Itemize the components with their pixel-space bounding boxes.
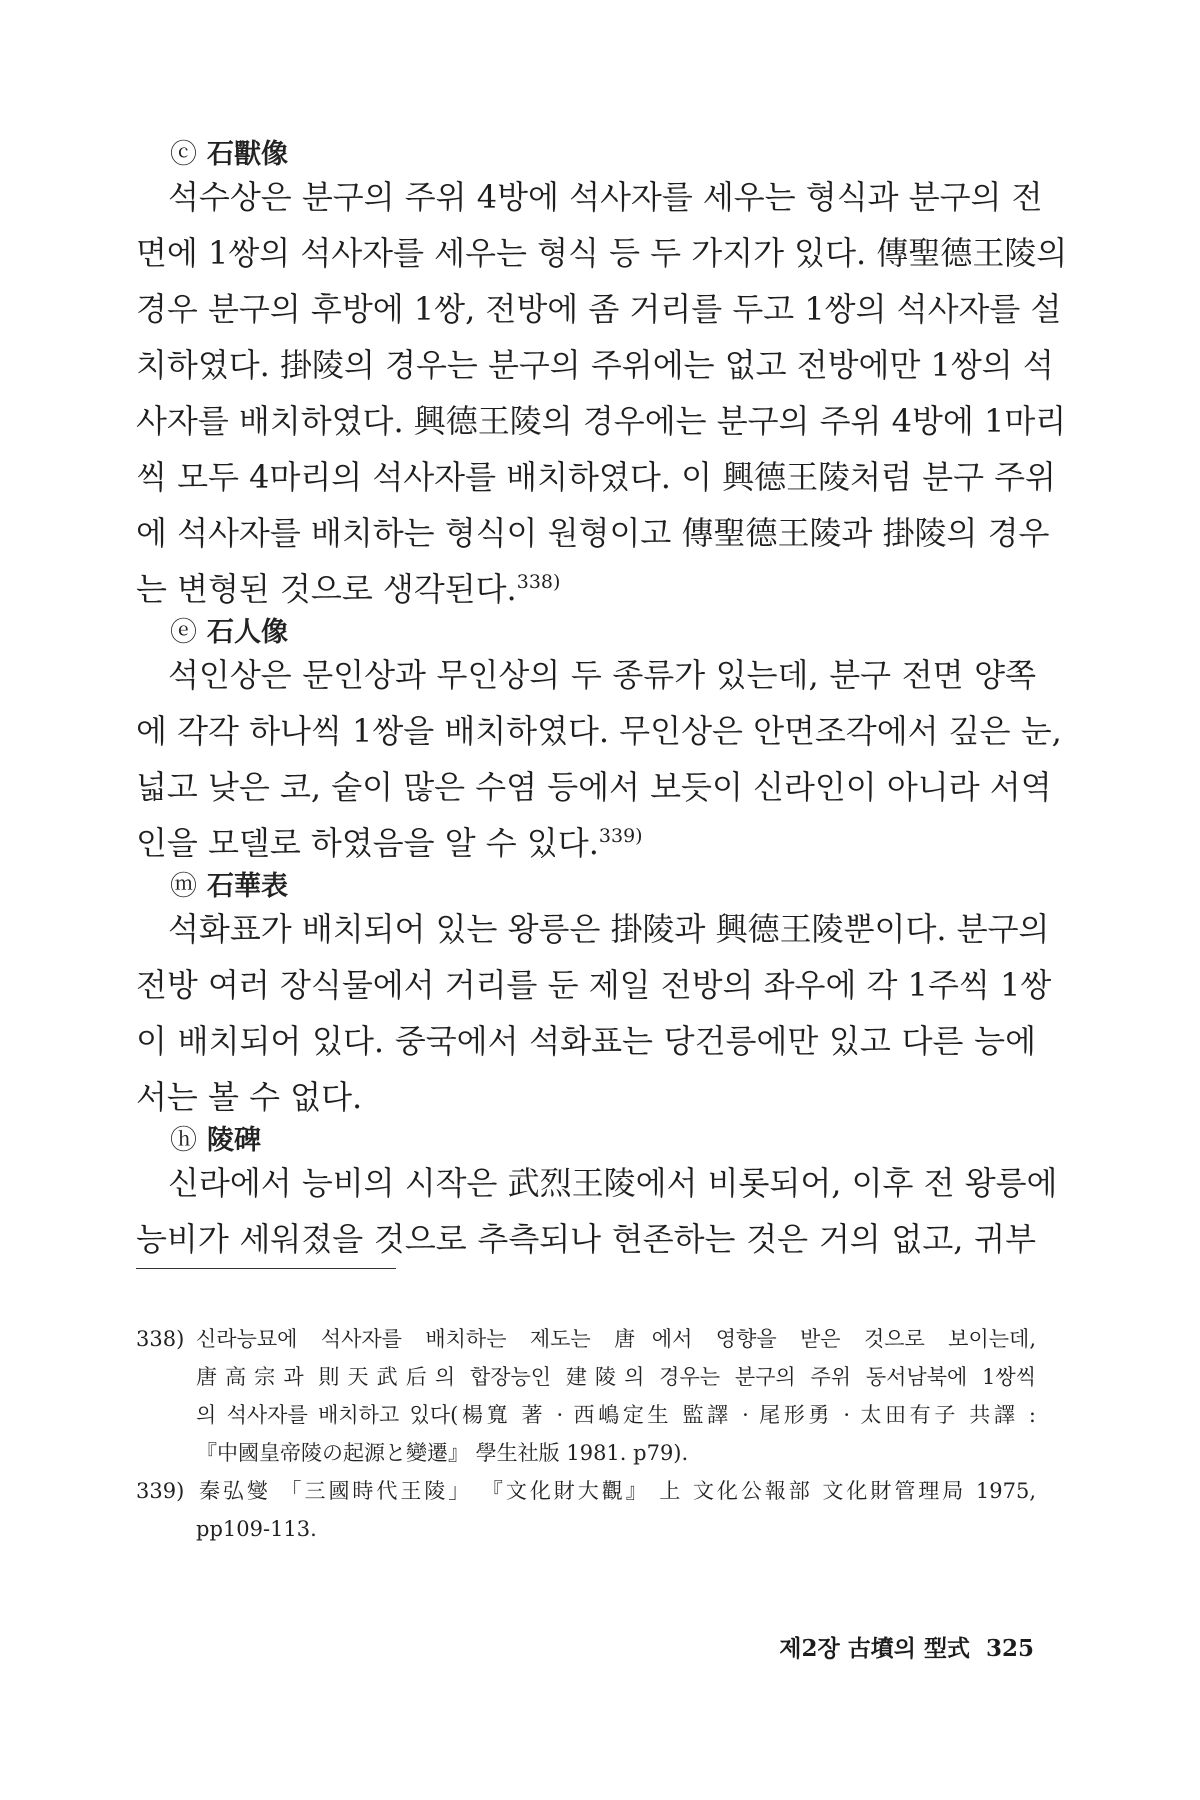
body-line: 에 각각 하나씩 1쌍을 배치하였다. 무인상은 안면조각에서 깊은 눈, bbox=[136, 712, 1062, 750]
body-line: 치하였다. 掛陵의 경우는 분구의 주위에는 없고 전방에만 1쌍의 석 bbox=[136, 346, 1054, 384]
body-line: 석화표가 배치되어 있는 왕릉은 掛陵과 興德王陵뿐이다. 분구의 bbox=[168, 910, 1050, 948]
footnote-line: 의 석사자를 배치하고 있다(楊寬 著 · 西嶋定生 監譯 · 尾形勇 · 太田有子 共譯 : bbox=[196, 1403, 1036, 1427]
body-line: 면에 1쌍의 석사자를 세우는 형식 등 두 가지가 있다. 傳聖德王陵의 bbox=[136, 234, 1068, 272]
chapter-title: 제2장 古墳의 型式 bbox=[779, 1635, 970, 1662]
body-line: 석수상은 분구의 주위 4방에 석사자를 세우는 형식과 분구의 전 bbox=[168, 178, 1043, 216]
body-line: 경우 분구의 후방에 1쌍, 전방에 좀 거리를 두고 1쌍의 석사자를 설 bbox=[136, 290, 1062, 328]
body-line: 이 배치되어 있다. 중국에서 석화표는 당건릉에만 있고 다른 능에 bbox=[136, 1022, 1036, 1060]
section-heading bbox=[170, 610, 288, 649]
body-line: 넓고 낮은 코, 숱이 많은 수염 등에서 보듯이 신라인이 아니라 서역 bbox=[136, 768, 1052, 806]
footnote-text: 秦弘燮 「三國時代王陵」 『文化財大觀』 上 文化公報部 文化財管理局 1975, bbox=[196, 1479, 1036, 1503]
section-heading bbox=[170, 132, 288, 171]
footnote-number: 338) bbox=[136, 1327, 185, 1351]
body-line: 에 석사자를 배치하는 형식이 원형이고 傳聖德王陵과 掛陵의 경우 bbox=[136, 514, 1050, 552]
body-line: 서는 볼 수 없다. bbox=[136, 1078, 363, 1116]
page-footer bbox=[779, 1630, 1034, 1663]
section-marker: ⓗ bbox=[170, 1125, 197, 1156]
section-title: 石獸像 bbox=[207, 139, 288, 170]
section-marker: ⓒ bbox=[170, 139, 197, 170]
body-line: 석인상은 문인상과 무인상의 두 종류가 있는데, 분구 전면 양쪽 bbox=[168, 656, 1036, 694]
body-line: 사자를 배치하였다. 興德王陵의 경우에는 분구의 주위 4방에 1마리 bbox=[136, 402, 1067, 440]
section-title: 石人像 bbox=[207, 617, 288, 648]
footnote-339 bbox=[136, 1476, 1036, 1506]
footnote-divider bbox=[136, 1268, 396, 1269]
footnote-ref-338[interactable]: 338) bbox=[516, 571, 561, 593]
section-title: 陵碑 bbox=[207, 1125, 261, 1156]
footnote-text: 신라능묘에 석사자를 배치하는 제도는 唐에서 영향을 받은 것으로 보이는데, bbox=[196, 1327, 1036, 1351]
body-line-text: 는 변형된 것으로 생각된다. bbox=[136, 570, 517, 608]
footnote-number: 339) bbox=[136, 1479, 185, 1503]
footnote-line: 『中國皇帝陵の起源と變遷』 學生社版 1981. p79). bbox=[196, 1441, 689, 1465]
body-line-last bbox=[136, 823, 1036, 863]
section-marker: ⓜ bbox=[170, 871, 197, 902]
footnote-338 bbox=[136, 1324, 1036, 1354]
page-number: 325 bbox=[985, 1635, 1034, 1662]
footnote-ref-339[interactable]: 339) bbox=[598, 825, 643, 847]
body-line: 씩 모두 4마리의 석사자를 배치하였다. 이 興德王陵처럼 분구 주위 bbox=[136, 458, 1056, 496]
footnote-line: pp109-113. bbox=[196, 1517, 317, 1541]
section-marker: ⓔ bbox=[170, 617, 197, 648]
section-title: 石華表 bbox=[207, 871, 288, 902]
body-line: 전방 여러 장식물에서 거리를 둔 제일 전방의 좌우에 각 1주씩 1쌍 bbox=[136, 966, 1052, 1004]
section-heading bbox=[170, 864, 288, 903]
footnote-line: 唐高宗과 則天武后의 합장능인 建陵의 경우는 분구의 주위 동서남북에 1쌍씩 bbox=[196, 1365, 1036, 1389]
body-line: 능비가 세워졌을 것으로 추측되나 현존하는 것은 거의 없고, 귀부 bbox=[136, 1220, 1036, 1258]
body-line-last bbox=[136, 569, 1036, 609]
body-line-text: 인을 모델로 하였음을 알 수 있다. bbox=[136, 824, 599, 862]
section-heading bbox=[170, 1118, 261, 1157]
body-line: 신라에서 능비의 시작은 武烈王陵에서 비롯되어, 이후 전 왕릉에 bbox=[168, 1164, 1058, 1202]
